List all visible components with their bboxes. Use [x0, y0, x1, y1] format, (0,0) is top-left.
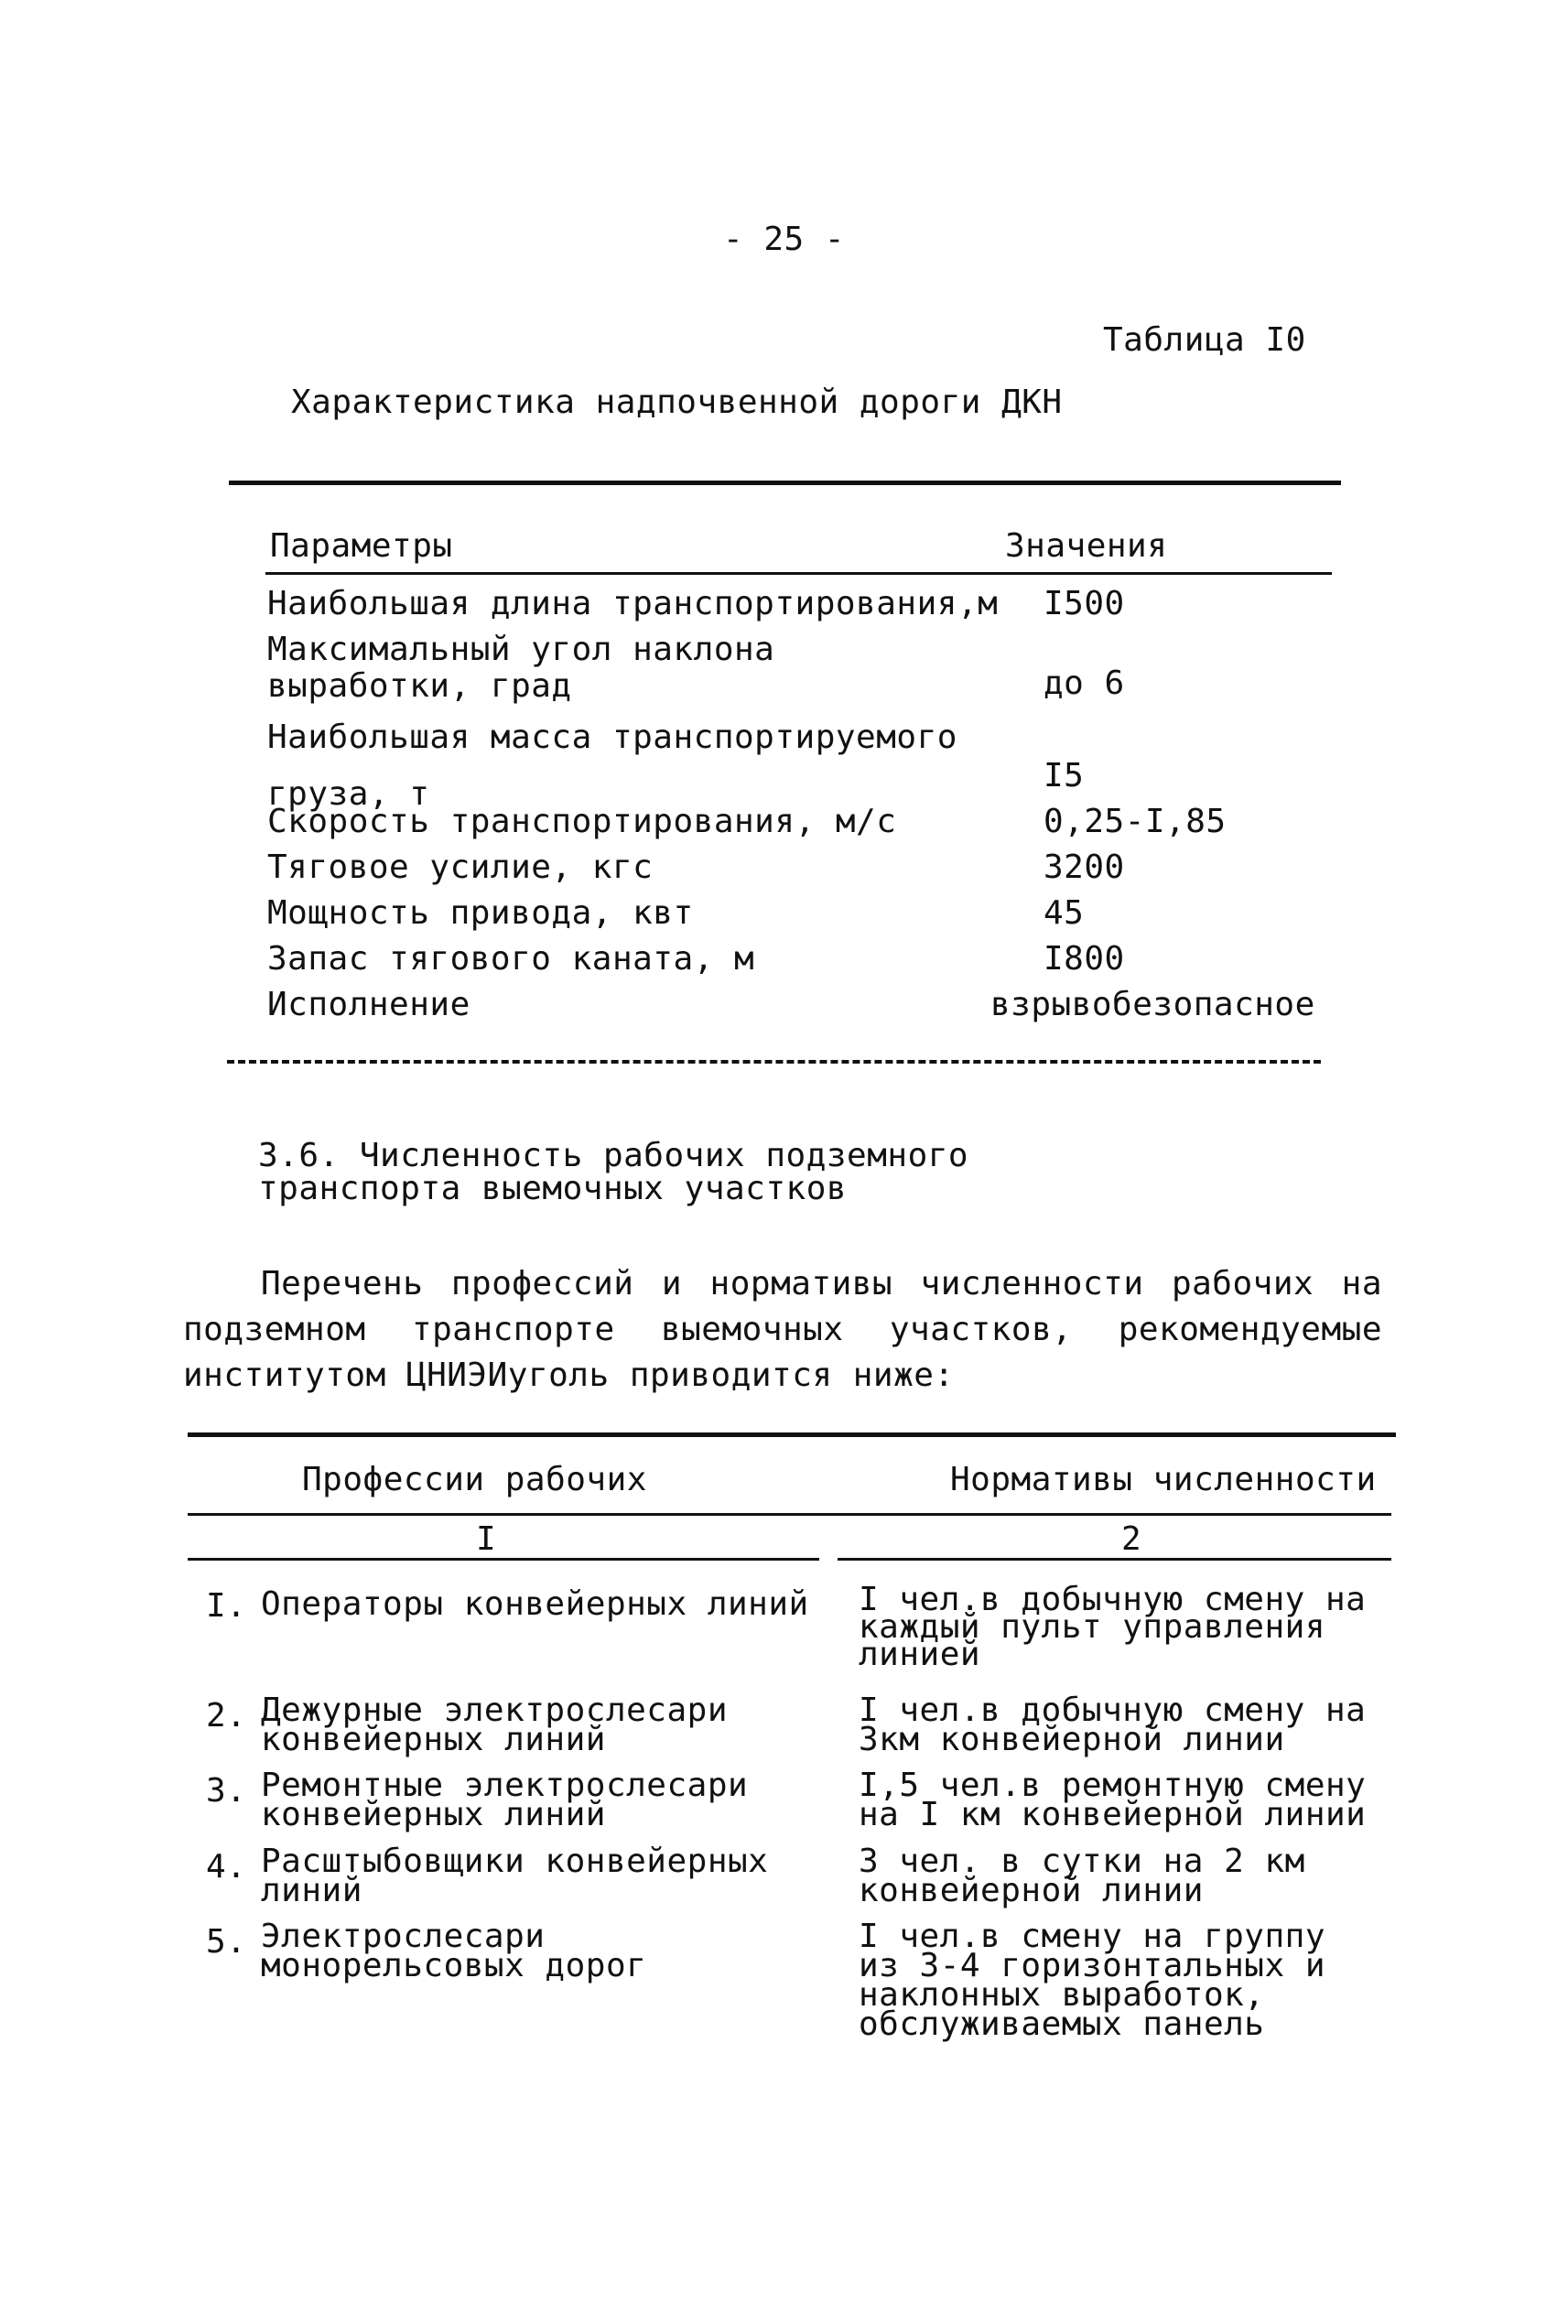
- section-heading: 3.6. Численность рабочих подземного транспорта выемочных участков: [258, 1137, 969, 1207]
- param-cell: Максимальный угол наклона выработки, град: [267, 631, 775, 705]
- param-cell: Запас тягового каната, м: [267, 940, 755, 978]
- value-cell: до 6: [1044, 665, 1125, 702]
- page-number: - 25 -: [723, 221, 846, 258]
- table2-header-profession: Профессии рабочих: [302, 1461, 647, 1498]
- table2-top-rule: [188, 1432, 1396, 1437]
- value-cell: I500: [1044, 585, 1125, 622]
- row-number: 5.: [206, 1923, 247, 1961]
- table-label: Таблица I0: [1103, 321, 1306, 359]
- profession-cell: Электрослесари монорельсовых дорог: [261, 1918, 647, 1984]
- table1-header-rule: [265, 572, 1332, 575]
- param-cell: Исполнение: [267, 986, 470, 1023]
- param-cell: Тяговое усилие, кгс: [267, 849, 654, 886]
- profession-cell: Расштыбовщики конвейерных линий: [261, 1843, 769, 1909]
- norm-cell: I чел.в добычную смену на 3км конвейерной линии: [859, 1692, 1367, 1758]
- norm-cell: I чел.в добычную смену на каждый пульт управления линией: [859, 1581, 1367, 1673]
- table2-header-rule: [188, 1513, 1391, 1516]
- value-cell: I800: [1044, 940, 1125, 978]
- table2-colnum-rule-left: [188, 1558, 819, 1561]
- value-cell: I5: [1044, 757, 1085, 794]
- table2-header-norm: Нормативы численности: [950, 1461, 1377, 1498]
- profession-cell: Операторы конвейерных линий: [261, 1585, 809, 1623]
- table1-bottom-dashed-rule: [227, 1060, 1321, 1064]
- body-paragraph: Перечень профессий и нормативы численности рабочих на подземном транспорте выемочных участков, рекомендуемые институтом ЦНИЭИуголь приводится ниже:: [183, 1265, 1382, 1394]
- param-cell: Скорость транспортирования, м/с: [267, 803, 897, 840]
- table-title: Характеристика надпочвенной дороги ДКН: [291, 384, 1063, 421]
- column-number-1: I: [476, 1520, 496, 1558]
- table1-header-value: Значения: [1005, 527, 1168, 565]
- param-cell: Мощность привода, квт: [267, 894, 694, 932]
- table1-header-param: Параметры: [270, 527, 453, 565]
- value-cell: 45: [1044, 894, 1085, 932]
- profession-cell: Дежурные электрослесари конвейерных линий: [261, 1692, 728, 1758]
- param-cell: Наибольшая масса транспортируемого груза, т: [267, 719, 957, 813]
- row-number: I.: [206, 1587, 247, 1625]
- value-cell: 3200: [1044, 849, 1125, 886]
- norm-cell: 3 чел. в сутки на 2 км конвейерной линии: [859, 1843, 1305, 1909]
- profession-cell: Ремонтные электрослесари конвейерных линий: [261, 1767, 749, 1833]
- value-cell: взрывобезопасное: [990, 986, 1315, 1023]
- column-number-2: 2: [1121, 1520, 1141, 1558]
- param-cell: Наибольшая длина транспортирования,м: [267, 585, 999, 622]
- norm-cell: I,5 чел.в ремонтную смену на I км конвейерной линии: [859, 1767, 1367, 1833]
- norm-cell: I чел.в смену на группу из 3-4 горизонтальных и наклонных выработок, обслуживаемых панель: [859, 1918, 1325, 2043]
- table1-top-rule: [229, 481, 1341, 485]
- row-number: 4.: [206, 1848, 247, 1886]
- row-number: 3.: [206, 1772, 247, 1810]
- row-number: 2.: [206, 1697, 247, 1735]
- table2-colnum-rule-right: [838, 1558, 1391, 1561]
- value-cell: 0,25-I,85: [1044, 803, 1227, 840]
